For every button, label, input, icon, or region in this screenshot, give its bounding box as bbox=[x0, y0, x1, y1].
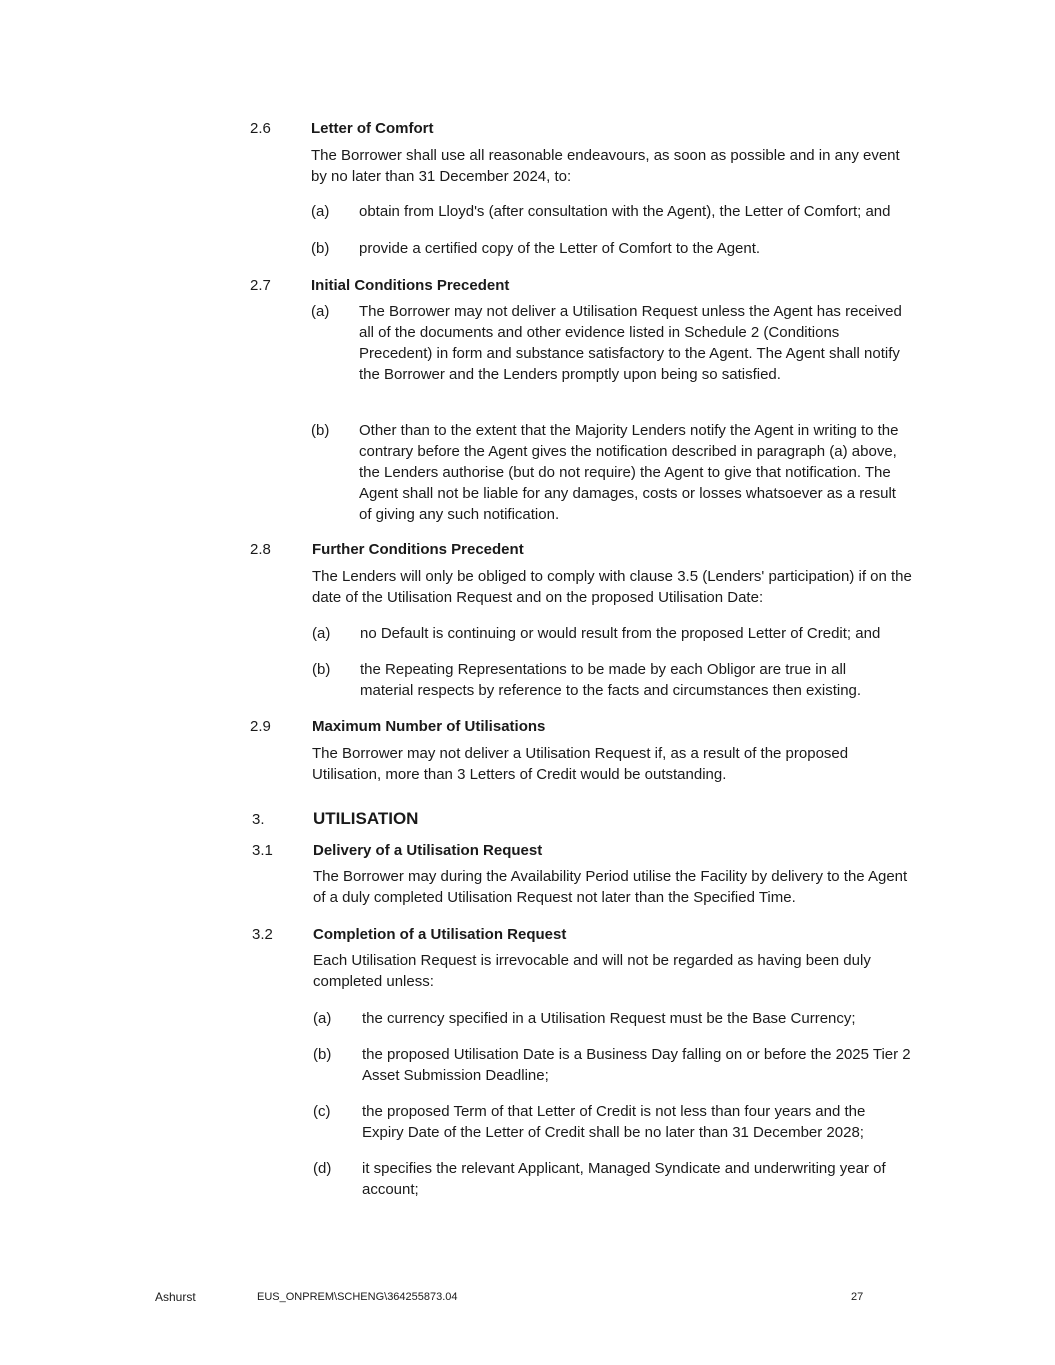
section-paragraph: The Borrower may during the Availability Period utilise the Facility by delivery to the Agent of a duly completed Utilisation Request not later than the Specified Time. bbox=[313, 868, 908, 906]
section-heading: Further Conditions Precedent bbox=[312, 541, 524, 558]
item-label: (b) bbox=[311, 422, 330, 439]
item-text: the Repeating Representations to be made by each Obligor are true in all material respects by reference to the facts and circumstances then existing. bbox=[360, 661, 862, 699]
section-heading: Maximum Number of Utilisations bbox=[312, 718, 546, 735]
item-text: obtain from Lloyd's (after consultation with the Agent), the Letter of Comfort; and bbox=[359, 203, 891, 220]
section-paragraph: The Borrower may not deliver a Utilisation Request if, as a result of the proposed Utilisation, more than 3 Letters of Credit would be outstanding. bbox=[312, 745, 849, 783]
footer-page-number: 27 bbox=[851, 1291, 864, 1303]
item-label: (a) bbox=[311, 203, 330, 220]
item-text: the proposed Utilisation Date is a Business Day falling on or before the 2025 Tier 2 Asset Submission Deadline; bbox=[362, 1046, 911, 1084]
section-number: 2.6 bbox=[250, 120, 271, 137]
item-label: (a) bbox=[311, 303, 330, 320]
item-label: (b) bbox=[311, 240, 330, 257]
section-paragraph: The Borrower shall use all reasonable endeavours, as soon as possible and in any event by no later than 31 December 2024, to: bbox=[311, 147, 900, 185]
section-number: 3.2 bbox=[252, 926, 273, 943]
item-text: the currency specified in a Utilisation Request must be the Base Currency; bbox=[362, 1010, 856, 1027]
section-paragraph: The Lenders will only be obliged to comply with clause 3.5 (Lenders' participation) if on the date of the Utilisation Request and on the proposed Utilisation Date: bbox=[312, 568, 912, 606]
section-heading: Delivery of a Utilisation Request bbox=[313, 842, 543, 859]
item-label: (a) bbox=[312, 625, 331, 642]
footer-firm-name: Ashurst bbox=[155, 1290, 196, 1304]
section-heading: Initial Conditions Precedent bbox=[311, 277, 510, 294]
section-number: 3.1 bbox=[252, 842, 273, 859]
section-number: 2.7 bbox=[250, 277, 271, 294]
section-number: 3. bbox=[252, 811, 265, 828]
item-label: (c) bbox=[313, 1103, 331, 1120]
section-heading: Completion of a Utilisation Request bbox=[313, 926, 567, 943]
item-text: provide a certified copy of the Letter of Comfort to the Agent. bbox=[359, 240, 761, 257]
item-text: it specifies the relevant Applicant, Managed Syndicate and underwriting year of account; bbox=[362, 1160, 886, 1198]
item-label: (b) bbox=[313, 1046, 332, 1063]
footer-doc-reference: EUS_ONPREM\SCHENG\364255873.04 bbox=[257, 1291, 458, 1303]
item-text: Other than to the extent that the Majority Lenders notify the Agent in writing to the contrary before the Agent gives the notification described in paragraph (a) above, the Lenders authorise (but do not require) the Agent to give that notification. The Agent shall not be liable for any damages, costs or losses whatsoever as a result of giving any such notification. bbox=[359, 422, 899, 523]
section-number: 2.9 bbox=[250, 718, 271, 735]
clause-heading: UTILISATION bbox=[313, 809, 419, 828]
section-heading: Letter of Comfort bbox=[311, 120, 434, 137]
item-label: (b) bbox=[312, 661, 331, 678]
item-text: The Borrower may not deliver a Utilisation Request unless the Agent has received all of the documents and other evidence listed in Schedule 2 (Conditions Precedent) in form and substance satisfactory to the Agent. The Agent shall notify the Borrower and the Lenders promptly upon being so satisfied. bbox=[359, 303, 902, 383]
section-paragraph: Each Utilisation Request is irrevocable and will not be regarded as having been duly completed unless: bbox=[313, 952, 871, 990]
section-number: 2.8 bbox=[250, 541, 271, 558]
item-label: (a) bbox=[313, 1010, 332, 1027]
item-label: (d) bbox=[313, 1160, 332, 1177]
item-text: no Default is continuing or would result from the proposed Letter of Credit; and bbox=[360, 625, 881, 642]
item-text: the proposed Term of that Letter of Credit is not less than four years and the Expiry Date of the Letter of Credit shall be no later than 31 December 2028; bbox=[362, 1103, 866, 1141]
